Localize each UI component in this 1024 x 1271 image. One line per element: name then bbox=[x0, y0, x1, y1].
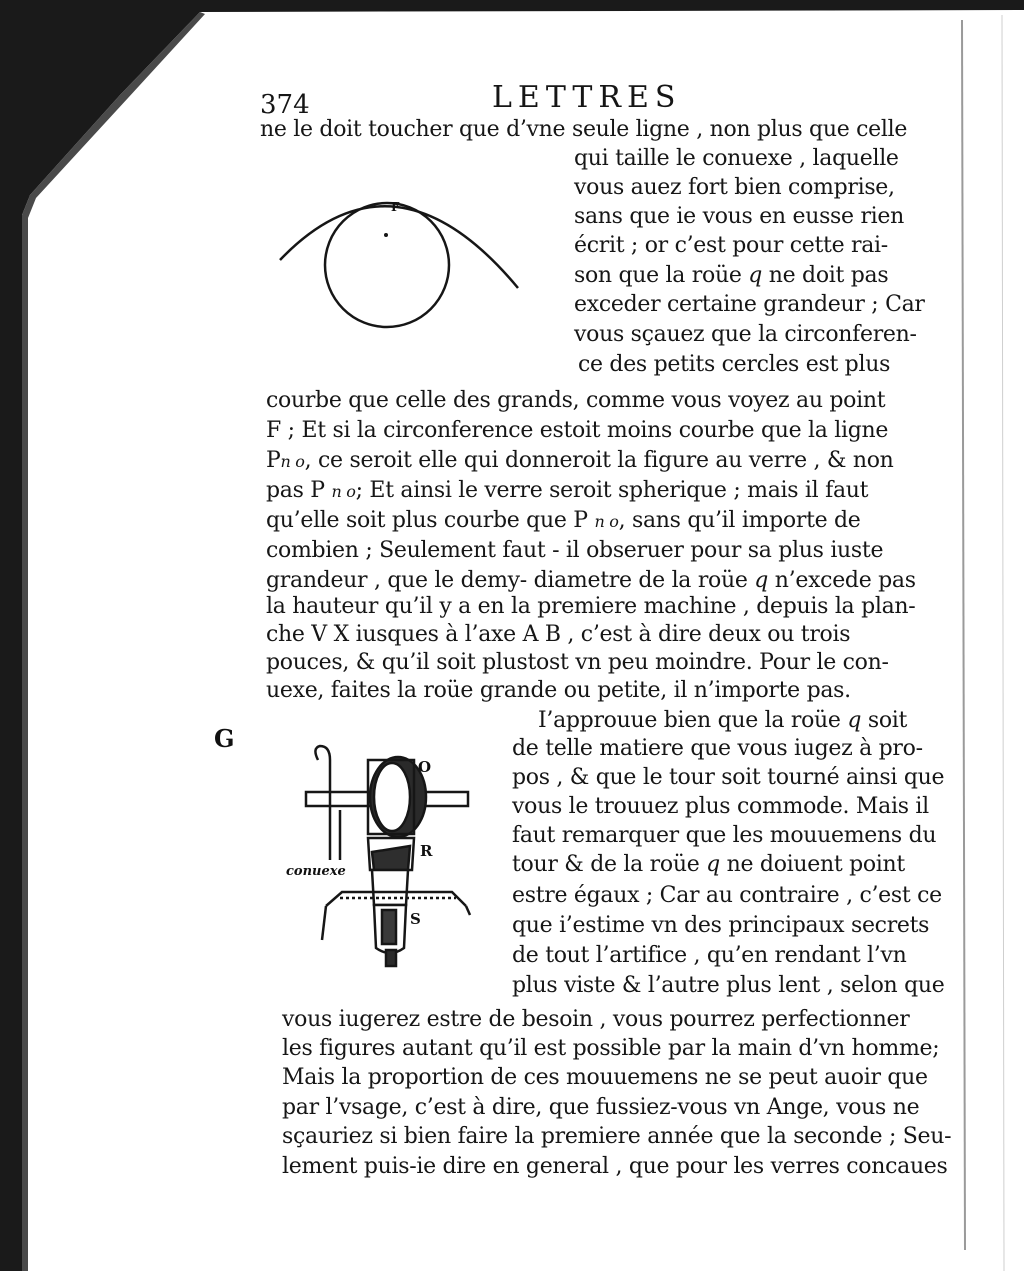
text-line: ne le doit toucher que d’vne seule ligne , non plus que celle bbox=[260, 117, 908, 142]
text-run-italic: n o bbox=[594, 512, 619, 531]
text-run: ne doit pas bbox=[768, 263, 889, 288]
text-line: F ; Et si la circonference estoit moins courbe que la ligne bbox=[266, 418, 889, 443]
text-run-italic: q bbox=[754, 568, 769, 593]
text-line: pos , & que le tour soit tourné ainsi que bbox=[512, 765, 945, 790]
text-line: che V X iusques à l’axe A B , c’est à dire deux ou trois bbox=[266, 622, 851, 647]
text-line: plus viste & l’autre plus lent , selon que bbox=[512, 973, 945, 998]
text-line: la hauteur qu’il y a en la premiere machine , depuis la plan- bbox=[266, 594, 916, 619]
text-run: soit bbox=[867, 708, 908, 733]
text-line: pouces, & qu’il soit plustost vn peu moindre. Pour le con- bbox=[266, 650, 889, 675]
text-run-italic: q bbox=[706, 852, 720, 877]
text-line bbox=[266, 506, 861, 537]
text-run: , ce seroit elle qui donneroit la figure au verre , & non bbox=[304, 448, 894, 473]
margin-letter-g: G bbox=[214, 724, 235, 753]
figure-label-f: F bbox=[391, 200, 400, 214]
text-run-italic: q bbox=[748, 263, 763, 288]
text-line: par l’vsage, c’est à dire, que fussiez-vous vn Ange, vous ne bbox=[282, 1095, 920, 1120]
figure-label-conuexe: conuexe bbox=[286, 864, 346, 879]
text-line bbox=[574, 261, 888, 291]
text-line: de tout l’artifice , qu’en rendant l’vn bbox=[512, 943, 907, 968]
text-line bbox=[538, 706, 907, 736]
text-line: vous auez fort bien comprise, bbox=[574, 175, 895, 200]
text-run: P bbox=[266, 448, 281, 473]
text-run: qu’elle soit plus courbe que P bbox=[266, 508, 588, 533]
text-run: grandeur , que le demy- diametre de la roüe bbox=[266, 568, 748, 593]
text-line: que i’estime vn des principaux secrets bbox=[512, 913, 930, 938]
text-run-italic: n o bbox=[280, 452, 305, 471]
text-line bbox=[266, 446, 894, 477]
text-run: pas P bbox=[266, 478, 325, 503]
text-line: lement puis-ie dire en general , que pour les verres concaues bbox=[282, 1154, 948, 1179]
text-line bbox=[266, 476, 868, 507]
text-run: I’approuue bien que la roüe bbox=[538, 708, 841, 733]
text-line: de telle matiere que vous iugez à pro- bbox=[512, 736, 923, 761]
text-line: écrit ; or c’est pour cette rai- bbox=[574, 233, 888, 258]
text-line: Mais la proportion de ces mouuemens ne se peut auoir que bbox=[282, 1065, 928, 1090]
text-run: , sans qu’il importe de bbox=[618, 508, 861, 533]
text-line: combien ; Seulement faut - il obseruer pour sa plus iuste bbox=[266, 538, 884, 563]
text-line: vous sçauez que la circonferen- bbox=[574, 322, 917, 347]
text-line: sans que ie vous en eusse rien bbox=[574, 204, 905, 229]
text-run: ; Et ainsi le verre seroit spherique ; mais il faut bbox=[355, 478, 869, 503]
text-line: ce des petits cercles est plus bbox=[578, 352, 891, 377]
text-line: vous iugerez estre de besoin , vous pourrez perfectionner bbox=[282, 1007, 910, 1032]
text-run-italic: n o bbox=[331, 482, 356, 501]
text-run-italic: q bbox=[847, 708, 862, 733]
text-line: sçauriez si bien faire la premiere année que la seconde ; Seu- bbox=[282, 1124, 952, 1149]
running-head: LETTRES bbox=[492, 80, 682, 115]
text-line: les figures autant qu’il est possible par la main d’vn homme; bbox=[282, 1036, 940, 1061]
figure-label-s: S bbox=[410, 910, 421, 928]
text-line: exceder certaine grandeur ; Car bbox=[574, 292, 925, 317]
figure-label-o: O bbox=[418, 758, 432, 776]
text-line: courbe que celle des grands, comme vous voyez au point bbox=[266, 388, 886, 413]
text-line: qui taille le conuexe , laquelle bbox=[574, 146, 899, 171]
figure-label-r: R bbox=[420, 842, 433, 860]
text-line: faut remarquer que les mouuemens du bbox=[512, 823, 937, 848]
page-number: 374 bbox=[260, 90, 310, 120]
text-line: uexe, faites la roüe grande ou petite, il n’importe pas. bbox=[266, 678, 851, 703]
text-run: ne doiuent point bbox=[726, 852, 905, 877]
text-run: tour & de la roüe bbox=[512, 852, 700, 877]
text-line: estre égaux ; Car au contraire , c’est ce bbox=[512, 883, 942, 908]
text-run: n’excede pas bbox=[774, 568, 916, 593]
text-line: vous le trouuez plus commode. Mais il bbox=[512, 794, 929, 819]
text-line bbox=[512, 850, 905, 880]
text-run: son que la roüe bbox=[574, 263, 742, 288]
